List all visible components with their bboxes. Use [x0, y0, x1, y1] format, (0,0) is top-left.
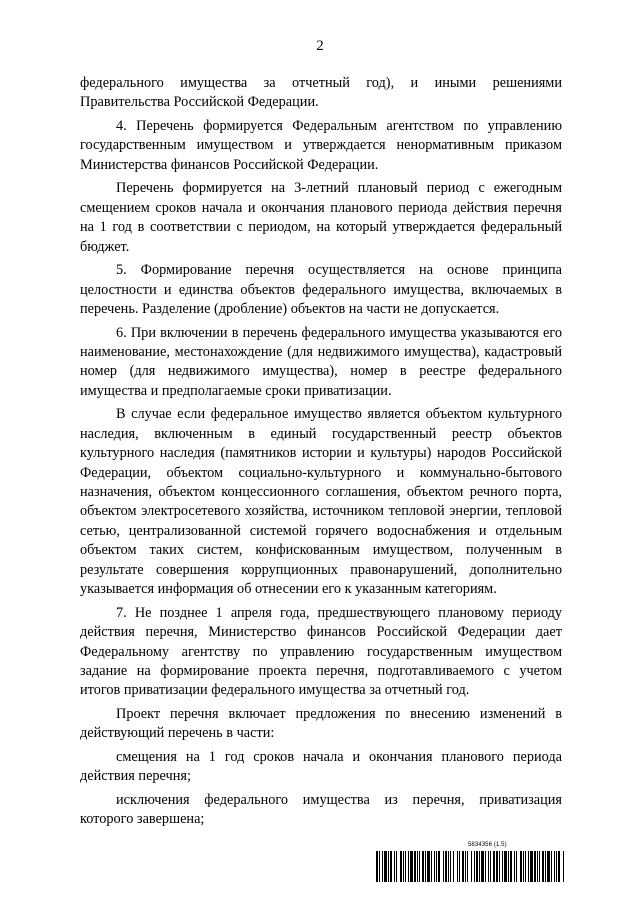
paragraph-item-5: 5. Формирование перечня осуществляется на основе принципа целостности и единства объектов федерального имущества, включаемых в перечень. Разделение (дробление) объектов на части не допускается.	[80, 262, 562, 318]
paragraph-item-7: 7. Не позднее 1 апреля года, предшествующего плановому периоду действия перечня, Министерство финансов Российской Федерации дает Федеральному агентству по управлению государственным имуществом задание на формирование проекта перечня, подготавливаемого с учетом итогов приватизации федерального имущества за отчетный год.	[80, 604, 562, 699]
paragraph-item-4: 4. Перечень формируется Федеральным агентством по управлению государственным имуществом и утверждается ненормативным приказом Министерства финансов Российской Федерации.	[80, 118, 562, 173]
paragraph-planning-period: Перечень формируется на 3-летний плановый период с ежегодным смещением сроков начала и окончания планового периода действия перечня на 1 год в соответствии с периодом, на который утверждается федеральный бюджет.	[80, 180, 562, 255]
document-body	[80, 74, 562, 834]
paragraph-exclusion: исключения федерального имущества из перечня, приватизация которого завершена;	[80, 791, 562, 828]
paragraph-item-6: 6. При включении в перечень федерального имущества указываются его наименование, местонахождение (для недвижимого имущества), кадастровый номер (для недвижимого имущества), номер в реестре федерального имущества и предполагаемые сроки приватизации.	[80, 324, 562, 399]
paragraph-draft-list: Проект перечня включает предложения по внесению изменений в действующий перечень в части:	[80, 705, 562, 742]
barcode-bars	[376, 851, 564, 882]
page-number: 2	[316, 38, 324, 54]
paragraph-cultural-heritage: В случае если федеральное имущество является объектом культурного наследия, включенным в единый государственный реестр объектов культурного наследия (памятников истории и культуры) народов Российской Федерации, объектом социально-культурного и коммунально-бытового назначения, объектом концессионного соглашения, объектом речного порта, объектом электросетевого хозяйства, источником тепловой энергии, тепловой сетью, централизованной системой горячего водоснабжения и отдельным объектом таких систем, конфискованным имуществом, полученным в результате совершения коррупционных правонарушений, дополнительно указывается информация об отнесении его к указанным категориям.	[80, 406, 562, 598]
paragraph-shift-period: смещения на 1 год сроков начала и окончания планового периода действия перечня;	[80, 748, 562, 785]
paragraph-continuation: федерального имущества за отчетный год), и иными решениями Правительства Российской Федерации.	[80, 75, 562, 111]
barcode-caption: 5834356 (1.5)	[468, 842, 507, 848]
barcode	[376, 842, 564, 882]
